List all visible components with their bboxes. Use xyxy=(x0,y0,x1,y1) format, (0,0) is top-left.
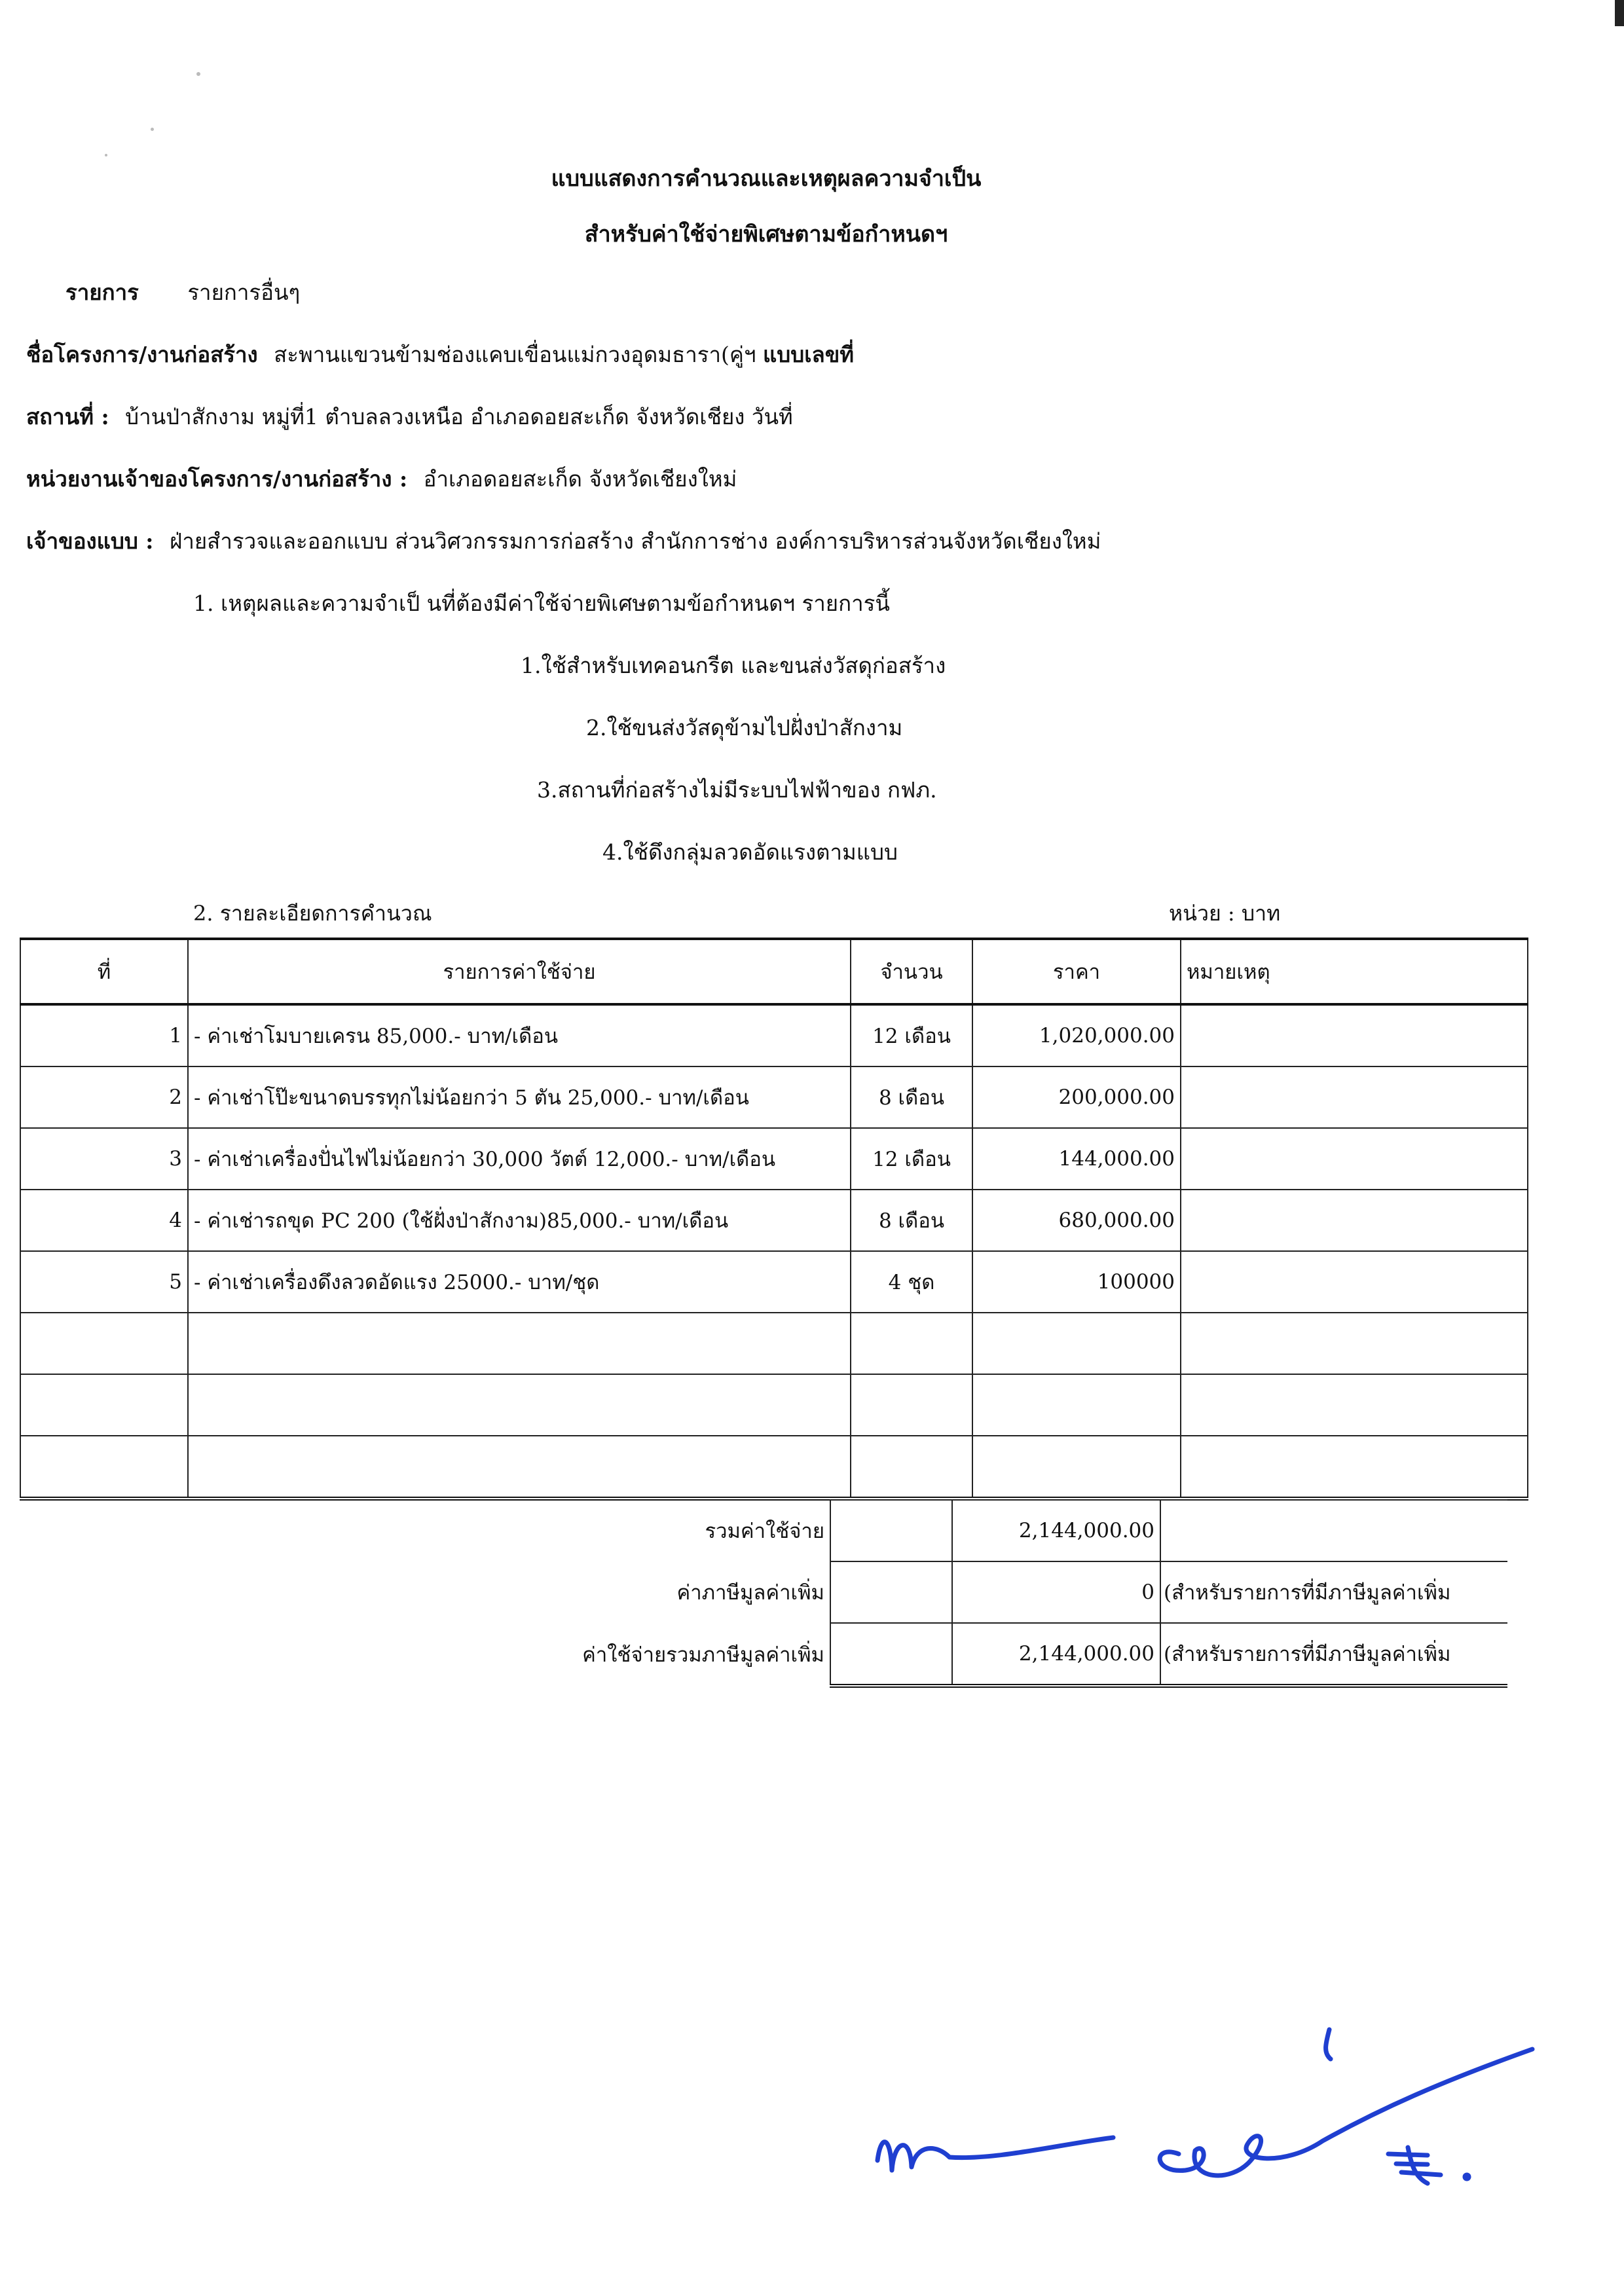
location-value: บ้านป่าสักงาม หมู่ที่1 ตำบลลวงเหนือ อำเภอดอยสะเก็ด จังหวัดเชียง วันที่ xyxy=(125,404,793,429)
header-note: หมายเหตุ xyxy=(1181,939,1528,1004)
designer-value: ฝ่ายสำรวจและออกแบบ ส่วนวิศวกรรมการก่อสร้าง สำนักการช่าง องค์การบริหารส่วนจังหวัดเชียงใหม่ xyxy=(169,528,1101,554)
row-price: 1,020,000.00 xyxy=(972,1004,1181,1066)
project-value: สะพานแขวนข้ามช่องแคบเขื่อนแม่กวงอุดมธารา(คู่ฯ xyxy=(274,342,756,367)
project-line xyxy=(26,337,863,372)
item-line xyxy=(65,275,300,310)
summary-vat-row xyxy=(20,1561,1507,1623)
owner-value: อำเภอดอยสะเก็ด จังหวัดเชียงใหม่ xyxy=(423,466,737,492)
header-no: ที่ xyxy=(20,939,188,1004)
row-desc: - ค่าเช่าเครื่องปั่นไฟไม่น้อยกว่า 30,000 วัตต์ 12,000.- บาท/เดือน xyxy=(188,1128,851,1190)
grand-value: 2,144,000.00 xyxy=(952,1623,1160,1686)
grand-note: (สำหรับรายการที่มีภาษีมูลค่าเพิ่ม xyxy=(1160,1623,1507,1686)
details-heading: 2. รายละเอียดการคำนวณ xyxy=(193,901,432,926)
row-qty: 12 เดือน xyxy=(851,1128,972,1190)
owner-line xyxy=(26,462,737,496)
scan-speck xyxy=(151,128,154,131)
row-desc: - ค่าเช่าโป๊ะขนาดบรรทุกไม่น้อยกว่า 5 ตัน 25,000.- บาท/เดือน xyxy=(188,1066,851,1128)
row-note xyxy=(1181,1004,1528,1066)
row-no: 5 xyxy=(20,1251,188,1313)
row-price: 100000 xyxy=(972,1251,1181,1313)
row-qty: 8 เดือน xyxy=(851,1066,972,1128)
vat-note: (สำหรับรายการที่มีภาษีมูลค่าเพิ่ม xyxy=(1160,1561,1507,1623)
document-subtitle: สำหรับค่าใช้จ่ายพิเศษตามข้อกำหนดฯ xyxy=(584,221,948,247)
row-desc: - ค่าเช่าโมบายเครน 85,000.- บาท/เดือน xyxy=(188,1004,851,1066)
designer-line xyxy=(26,524,1101,558)
row-note xyxy=(1181,1251,1528,1313)
location-line xyxy=(26,399,793,434)
header-desc: รายการค่าใช้จ่าย xyxy=(188,939,851,1004)
expense-table xyxy=(20,938,1528,1501)
table-row xyxy=(20,1190,1528,1251)
row-price: 200,000.00 xyxy=(972,1066,1181,1128)
table-row xyxy=(20,1251,1528,1313)
reason-item-3: 3.สถานที่ก่อสร้างไม่มีระบบไฟฟ้าของ กฟภ. xyxy=(537,777,937,803)
vat-label: ค่าภาษีมูลค่าเพิ่ม xyxy=(676,1581,824,1605)
scan-speck xyxy=(196,72,200,76)
unit-label: หน่วย : บาท xyxy=(1169,901,1281,926)
reason-item-2: 2.ใช้ขนส่งวัสดุข้ามไปฝั่งป่าสักงาม xyxy=(586,715,903,740)
item-label: รายการ xyxy=(65,280,139,305)
row-price: 144,000.00 xyxy=(972,1128,1181,1190)
row-no: 3 xyxy=(20,1128,188,1190)
row-qty: 8 เดือน xyxy=(851,1190,972,1251)
item-value: รายการอื่นๆ xyxy=(187,280,301,305)
row-desc: - ค่าเช่าเครื่องดึงลวดอัดแรง 25000.- บาท/ชุด xyxy=(188,1251,851,1313)
vat-qty-box xyxy=(830,1561,952,1623)
row-qty: 4 ชุด xyxy=(851,1251,972,1313)
project-label: ชื่อโครงการ/งานก่อสร้าง xyxy=(26,342,258,367)
row-note xyxy=(1181,1066,1528,1128)
row-no: 4 xyxy=(20,1190,188,1251)
total-value: 2,144,000.00 xyxy=(952,1500,1160,1561)
row-desc: - ค่าเช่ารถขุด PC 200 (ใช้ฝั่งป่าสักงาม)85,000.- บาท/เดือน xyxy=(188,1190,851,1251)
vat-value: 0 xyxy=(952,1561,1160,1623)
total-label: รวมค่าใช้จ่าย xyxy=(705,1520,824,1543)
table-row xyxy=(20,1128,1528,1190)
row-no: 2 xyxy=(20,1066,188,1128)
row-qty: 12 เดือน xyxy=(851,1004,972,1066)
table-header-row xyxy=(20,939,1528,1004)
row-note xyxy=(1181,1128,1528,1190)
scan-speck xyxy=(105,154,107,156)
row-note xyxy=(1181,1190,1528,1251)
document-title: แบบแสดงการคำนวณและเหตุผลความจำเป็น xyxy=(551,166,982,192)
scan-edge-mark xyxy=(1615,0,1624,26)
summary-table xyxy=(20,1499,1507,1688)
grand-qty-box xyxy=(830,1623,952,1686)
reasons-heading: 1. เหตุผลและความจำเป็ นที่ต้องมีค่าใช้จ่ายพิเศษตามข้อกำหนดฯ รายการนี้ xyxy=(193,591,890,616)
table-row xyxy=(20,1066,1528,1128)
table-row-empty xyxy=(20,1436,1528,1499)
project-tail: แบบเลขที่ xyxy=(763,342,855,367)
total-note xyxy=(1160,1500,1507,1561)
owner-label: หน่วยงานเจ้าของโครงการ/งานก่อสร้าง : xyxy=(26,466,408,492)
table-row xyxy=(20,1004,1528,1066)
summary-grand-row xyxy=(20,1623,1507,1686)
reason-item-4: 4.ใช้ดึงกลุ่มลวดอัดแรงตามแบบ xyxy=(602,839,898,865)
table-row-empty xyxy=(20,1374,1528,1436)
grand-label: ค่าใช้จ่ายรวมภาษีมูลค่าเพิ่ม xyxy=(582,1643,824,1667)
reason-item-1: 1.ใช้สำหรับเทคอนกรีต และขนส่งวัสดุก่อสร้าง xyxy=(521,653,946,678)
location-label: สถานที่ : xyxy=(26,404,109,429)
designer-label: เจ้าของแบบ : xyxy=(26,528,154,554)
header-qty: จำนวน xyxy=(851,939,972,1004)
handwritten-signature xyxy=(864,2003,1545,2200)
table-row-empty xyxy=(20,1313,1528,1374)
row-no: 1 xyxy=(20,1004,188,1066)
header-price: ราคา xyxy=(972,939,1181,1004)
total-qty-box xyxy=(830,1500,952,1561)
summary-total-row xyxy=(20,1500,1507,1561)
row-price: 680,000.00 xyxy=(972,1190,1181,1251)
